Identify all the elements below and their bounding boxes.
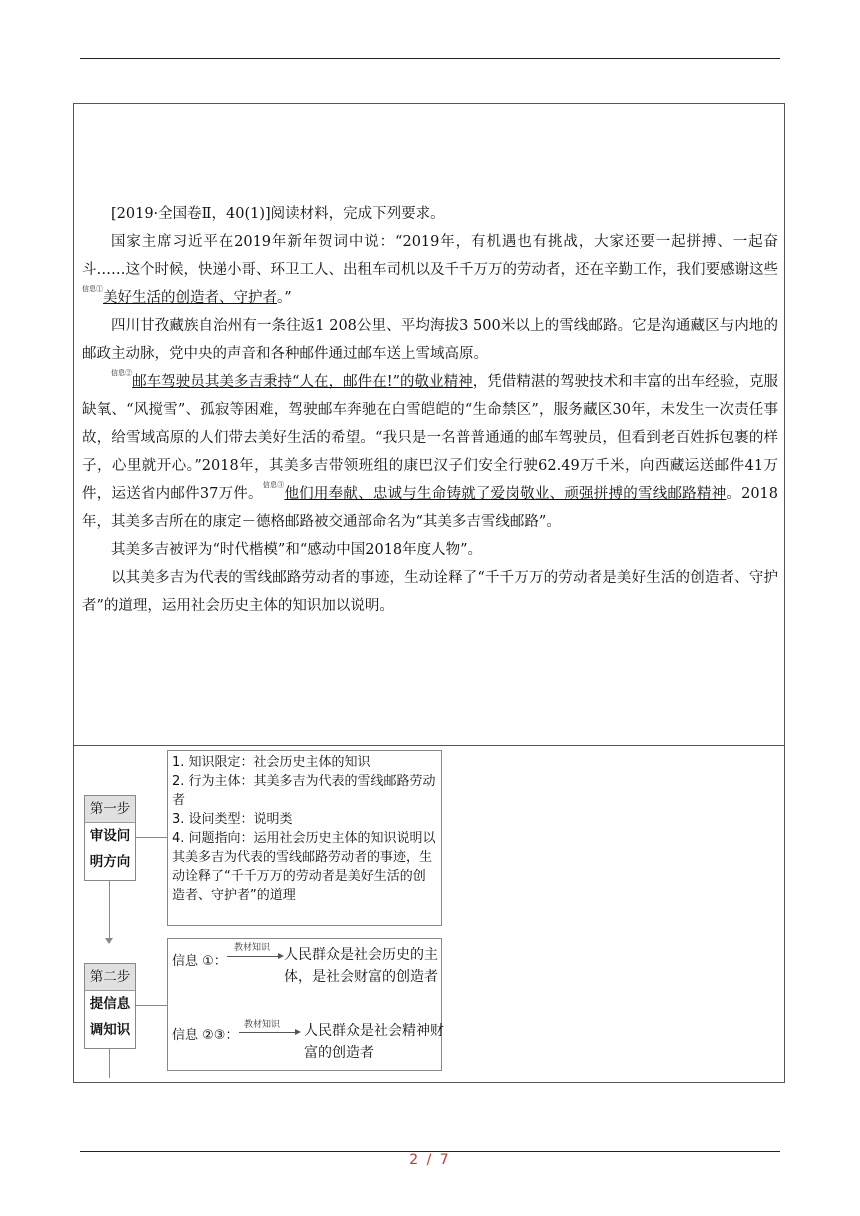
step1-box (84, 795, 136, 881)
step1-item: 2. 行为主体：其美多吉为代表的雪线邮路劳动者 (172, 774, 436, 808)
material-text (82, 200, 778, 620)
info-marker-2: 信息② (111, 369, 133, 377)
step1-line1: 审设问 (89, 828, 131, 844)
step2-box (84, 963, 136, 1049)
info2-tag: 教材知识 (244, 1020, 281, 1030)
step1-item: 3. 设问类型：说明类 (172, 812, 293, 827)
info2-text: 人民群众是社会精神财富的创造者 (304, 1023, 444, 1061)
step1-items (167, 750, 442, 926)
source-line: [2019·全国卷Ⅱ，40(1)]阅读材料，完成下列要求。 (111, 206, 445, 222)
step2-label: 第二步 (85, 964, 135, 991)
page-number: 2 / 7 (409, 1152, 451, 1168)
step1-line2: 明方向 (89, 854, 131, 870)
paragraph-2: 四川甘孜藏族自治州有一条往返1 208公里、平均海拔3 500米以上的雪线邮路。它是沟通藏区与内地的邮政主动脉，党中央的声音和各种邮件通过邮车送上雪域高原。 (82, 318, 778, 362)
info-marker-3: 信息③ (262, 481, 285, 489)
header-rule (80, 58, 780, 59)
step1-label: 第一步 (85, 796, 135, 823)
step2-line2: 调知识 (89, 1022, 131, 1038)
step1-item: 1. 知识限定：社会历史主体的知识 (172, 755, 371, 770)
frame-divider (73, 745, 785, 746)
info-marker-1: 信息① (82, 285, 103, 293)
paragraph-1: 国家主席习近平在2019年新年贺词中说：“2019年，有机遇也有挑战，大家还要一起拼搏、一起奋斗……这个时候，快递小哥、环卫工人、出租车司机以及千千万万的劳动者，还在辛勤工作，我们要感谢这些$^{信息①}$美好生活的创造者、守护者。” (82, 234, 778, 306)
info1-label: 信息 ①： (172, 954, 227, 969)
analysis-diagram (84, 750, 454, 1080)
paragraph-3: $^{信息②}$邮车驾驶员其美多吉秉持“人在，邮件在!”的敬业精神，凭借精湛的驾驶技术和丰富的出车经验，克服缺氧、“风搅雪”、孤寂等困难，驾驶邮车奔驰在白雪皑皑的“生命禁区”，服务藏区30年，未发生一次责任事故，给雪域高原的人们带去美好生活的希望。“我只是一名普普通通的邮车驾驶员，但看到老百姓拆包裹的样子，心里就开心。”2018年，其美多吉带领班组的康巴汉子们安全行驶62.49万千米，向西藏运送邮件41万件，运送省内邮件37万件。$^{信息③}$他们用奉献、忠诚与生命铸就了爱岗敬业、顽强拼搏的雪线邮路精神。2018年，其美多吉所在的康定－德格邮路被交通部命名为“其美多吉雪线邮路”。 (82, 369, 779, 530)
info2-arrow (239, 1032, 299, 1033)
step2-line1: 提信息 (89, 996, 131, 1012)
paragraph-4: 其美多吉被评为“时代楷模”和“感动中国2018年度人物”。 (111, 542, 483, 558)
info1-arrow (227, 956, 282, 957)
paragraph-5: 以其美多吉为代表的雪线邮路劳动者的事迹，生动诠释了“千千万万的劳动者是美好生活的创造者、守护者”的道理，运用社会历史主体的知识加以说明。 (82, 570, 778, 614)
info2-label: 信息 ②③： (172, 1028, 239, 1043)
info1-text: 人民群众是社会历史的主体，是社会财富的创造者 (284, 947, 438, 985)
step1-item: 4. 问题指向：运用社会历史主体的知识说明以其美多吉为代表的雪线邮路劳动者的事迹，生动诠释了“千千万万的劳动者是美好生活的创造者、守护者”的道理 (172, 831, 436, 903)
info1-tag: 教材知识 (234, 943, 271, 953)
